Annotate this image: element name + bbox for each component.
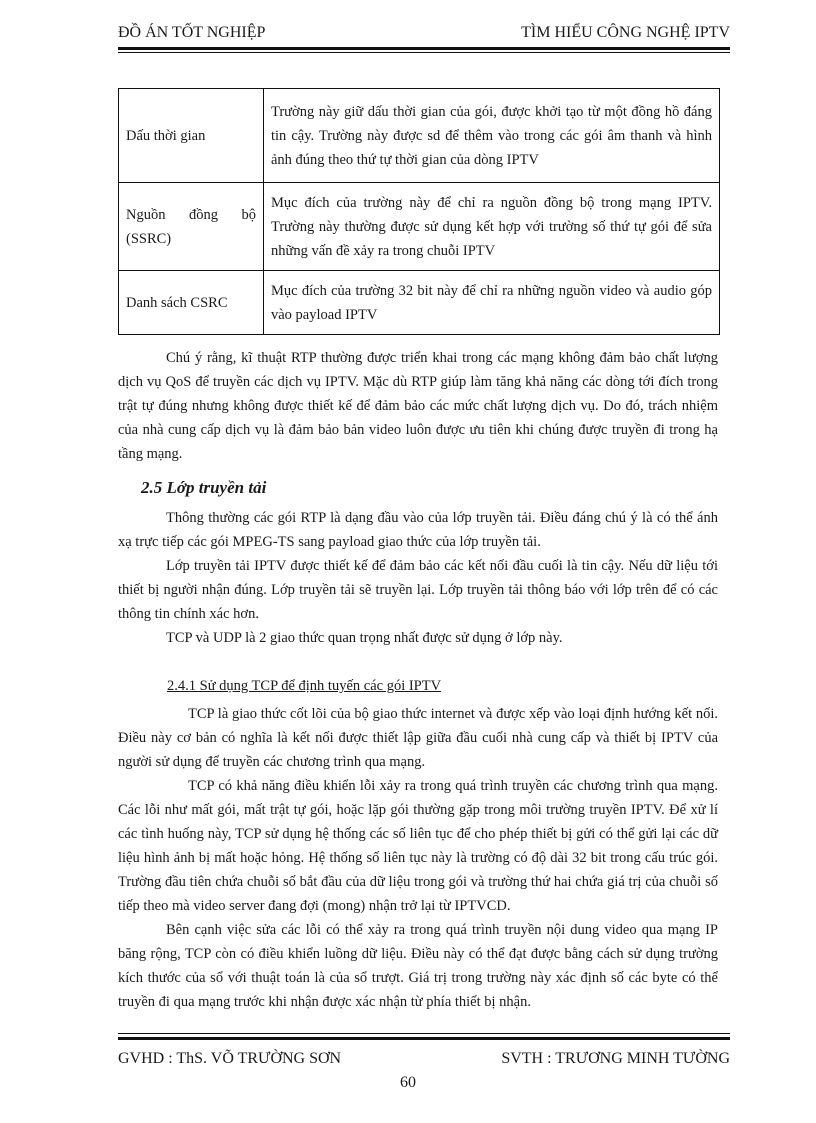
footer-supervisor: GVHD : ThS. VÕ TRƯỜNG SƠN <box>118 1050 342 1067</box>
field-name: Danh sách CSRC <box>119 271 264 335</box>
page-number: 60 <box>400 1074 416 1091</box>
header-rule-thin <box>118 52 730 53</box>
header-left: ĐỒ ÁN TỐT NGHIỆP <box>118 24 266 41</box>
footer-rule-thin <box>118 1033 730 1034</box>
header-rule-thick <box>118 47 730 50</box>
field-description: Mục đích của trường 32 bit này để chỉ ra những nguồn video và audio góp vào payload IPTV <box>264 271 720 335</box>
field-description: Trường này giữ dấu thời gian của gói, được khởi tạo từ một đồng hồ đáng tin cậy. Trường này được sd để thêm vào trong các gói âm thanh và hình ảnh đúng theo thứ tự thời gian của dòng IPTV <box>264 89 720 183</box>
body-paragraph: Bên cạnh việc sửa các lỗi có thể xảy ra trong quá trình truyền nội dung video qua mạng IP băng rộng, TCP còn có điều khiển luồng dữ liệu. Điều này có thể đạt được bằng cách sử dụng trường kích thước của sổ với thuật toán là của sổ trượt. Giá trị trong trường này xác định số các byte có thể truyền đi qua mạng trước khi nhận được xác nhận từ phía thiết bị nhận. <box>118 922 718 1010</box>
field-name: Dấu thời gian <box>119 89 264 183</box>
body-paragraph: Chú ý rằng, kĩ thuật RTP thường được triển khai trong các mạng không đảm bảo chất lượng dịch vụ QoS để truyền các dịch vụ IPTV. Mặc dù RTP giúp làm tăng khả năng các dòng tới đích trong trật tự đúng nhưng không được thiết kế để đảm bảo các mức chất lượng dịch vụ. Do đó, trách nhiệm của nhà cung cấp dịch vụ là đảm bảo bản video luôn được ưu tiên khi chúng được truyền đi trong hạ tầng mạng. <box>118 350 718 462</box>
body-paragraph: Lớp truyền tải IPTV được thiết kế để đảm bảo các kết nối đầu cuối là tin cậy. Nếu dữ liệu tới thiết bị người nhận đúng. Lớp truyền tải sẽ truyền lại. Lớp truyền tải thông báo với lớp trên để có các thông tin chính xác hơn. <box>118 558 718 622</box>
subsection-title: 2.4.1 Sử dụng TCP để định tuyến các gói IPTV <box>167 678 442 694</box>
body-paragraph: TCP là giao thức cốt lõi của bộ giao thức internet và được xếp vào loại định hướng kết nối. Điều này cơ bản có nghĩa là kết nối được thiết lập giữa đầu cuối nhà cung cấp và thiết bị IPTV của người sử dụng để truyền các chương trình qua mạng. <box>118 706 718 770</box>
rtp-fields-table <box>118 88 720 335</box>
section-title: 2.5 Lớp truyền tải <box>141 478 267 497</box>
table-row <box>119 271 720 335</box>
field-name: Nguồn đồng bộ (SSRC) <box>119 183 264 271</box>
body-text-block <box>118 506 718 650</box>
table-row <box>119 89 720 183</box>
header-right: TÌM HIỂU CÔNG NGHỆ IPTV <box>521 24 730 41</box>
table-row <box>119 183 720 271</box>
footer-student: SVTH : TRƯƠNG MINH TƯỜNG <box>501 1050 730 1067</box>
field-description: Mục đích của trường này để chỉ ra nguồn đồng bộ trong mạng IPTV. Trường này thường được sử dụng kết hợp với trường số thứ tự gói để sửa những vấn đề xảy ra trong chuỗi IPTV <box>264 183 720 271</box>
footer-rule-thick <box>118 1037 730 1040</box>
body-text-block <box>118 702 718 1014</box>
body-paragraph: Thông thường các gói RTP là dạng đầu vào của lớp truyền tải. Điều đáng chú ý là có thể ánh xạ trực tiếp các gói MPEG-TS sang payload giao thức của lớp truyền tải. <box>118 510 718 550</box>
body-paragraph: TCP và UDP là 2 giao thức quan trọng nhất được sử dụng ở lớp này. <box>166 630 563 646</box>
body-paragraph: TCP có khả năng điều khiển lỗi xảy ra trong quá trình truyền các chương trình qua mạng. Các lỗi như mất gói, mất trật tự gói, hoặc lặp gói thường gặp trong môi trường truyền IPTV. Để xử lí các tình huống này, TCP sử dụng hệ thống các số liên tục để cho phép thiết bị gửi có thể gửi lại các dữ liệu hình ảnh bị mất hoặc hỏng. Hệ thống số liên tục này là trường có độ dài 32 bit trong cấu trúc gói. Trường đầu tiên chứa chuỗi số bắt đầu của dữ liệu trong gói và trường thứ hai chứa giá trị của chuỗi số tiếp theo mà video server đang đợi (mong) nhận trở lại từ IPTVCD. <box>118 778 718 914</box>
